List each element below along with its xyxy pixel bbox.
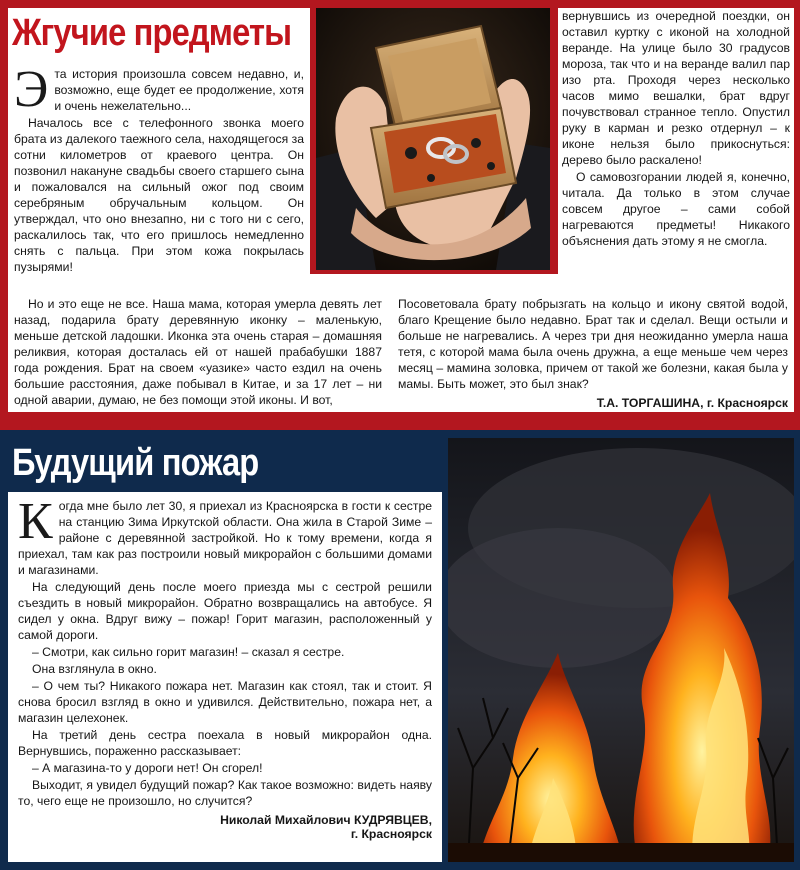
article1-column-1b [14,296,382,409]
article1-title: Жгучие предметы [12,12,292,54]
article-future-fire [0,430,800,870]
article2-signature-name: Николай Михайлович КУДРЯВЦЕВ, [220,813,432,827]
article1-column-1 [14,61,304,276]
article2-paragraph-6: На третий день сестра поехала в новый микрорайон одна. Вернувшись, пораженно рассказывает: [18,728,432,758]
ring-box-illustration [316,8,550,270]
article1-paragraph-2: Началось все с телефонного звонка моего брата из далекого таежного села, находящегося за сотни километров от краевого центра. Он позвонил накануне свадьбы своего старшего сына и пожаловался на сильный ожог под своим серебряным обручальным кольцом. Он утверждал, что оно внезапно, ни с того ни с сего, раскалилось так, что его пришлось немедленно снять с пальца. При этом кожа покрылась пузырями! [14,116,304,274]
article1-paragraph-3: Но и это еще не все. Наша мама, которая умерла девять лет назад, подарила брату деревянную иконку – маленькую, меньше детской ладошки. Иконка эта очень старая – домашняя реликвия, которая досталась ей от нашей прабабушки 1887 года рождения. Брат на своем «уазике» часто ездил на очень большие расстояния, даже побывал в Китае, и за 17 лет – ни одной аварии, думаю, не без помощи этой иконы. И вот, [14,297,382,407]
article2-paragraph-4: Она взглянула в окно. [32,662,157,676]
fire-photo [448,438,794,862]
article2-dropcap: К [18,493,53,550]
article2-paragraph-2: На следующий день после моего приезда мы с сестрой решили съездить в новый микрорайон. Обратно возвращались на автобусе. Я сидел у окна. Вдруг вижу – пожар! Горит магазин, расположенный у самой дороги. [18,580,432,642]
article1-column-3 [558,8,794,298]
article2-signature-city: г. Красноярск [350,827,432,841]
article1-signature: Т.А. ТОРГАШИНА, г. Красноярск [596,396,788,410]
article1-paragraph-6: Посоветовала брату побрызгать на кольцо и икону святой водой, благо Крещение было недавно. Брат так и сделал. Вещи остыли и больше не нагревались. А через три дня неожиданно умерла наша тетя, с которой мама была очень дружна, а еще меньше чем через месяц – мамина золовка, причем от такой же болезни, какая была у мамы. Быть может, это был знак? [398,297,788,391]
article1-paragraph-1: Эта история произошла совсем недавно, и, возможно, еще будет ее продолжение, хотя и очень нежелательно... [14,61,304,118]
article2-title: Будущий пожар [12,442,259,484]
article1-bottom-panel [8,274,794,412]
article2-paragraph-1: Когда мне было лет 30, я приехал из Красноярска в гости к сестре на станцию Зима Иркутской области. Она жила в Старой Зиме – районе с деревянной застройкой. Но к тому времени, когда я приехал, там как раз построили новый микрорайон с большими домами и магазинами. [18,493,432,577]
article2-paragraph-3: – Смотри, как сильно горит магазин! – сказал я сестре. [32,645,345,659]
ring-box-photo [316,8,550,270]
article2-paragraph-5: – О чем ты? Никакого пожара нет. Магазин как стоял, так и стоит. Я снова бросил взгляд в окно и удивился. Действительно, пожара нет, а магазин целехонек. [18,679,432,725]
article1-paragraph-4: вернувшись из очередной поездки, он оставил куртку с иконой на холодной веранде. На улице было 30 градусов мороза, так что и на веранде валил пар изо рта. Проходя через несколько часов мимо вешалки, брат вдруг почувствовал странное тепло. Опустил руку в карман и резко отдернул – к иконе нельзя было прикоснуться: дерево было раскалено! [562,9,790,167]
article1-dropcap: Э [14,61,49,118]
article1-column-2b [398,296,788,410]
article1-paragraph-5: О самовозгорании людей я, конечно, читала. Да только в этом случае совсем другое – сами собой нагреваются предметы! Никакого объяснения дать этому я не смогла. [562,170,790,248]
article2-paragraph-7: – А магазина-то у дороги нет! Он сгорел! [32,761,263,775]
fire-illustration [448,438,794,862]
article-burning-objects [0,0,800,430]
article2-paragraph-8: Выходит, я увидел будущий пожар? Как такое возможно: видеть наяву то, чего еще не произошло, но случится? [18,778,432,808]
article2-text-panel [8,492,442,862]
